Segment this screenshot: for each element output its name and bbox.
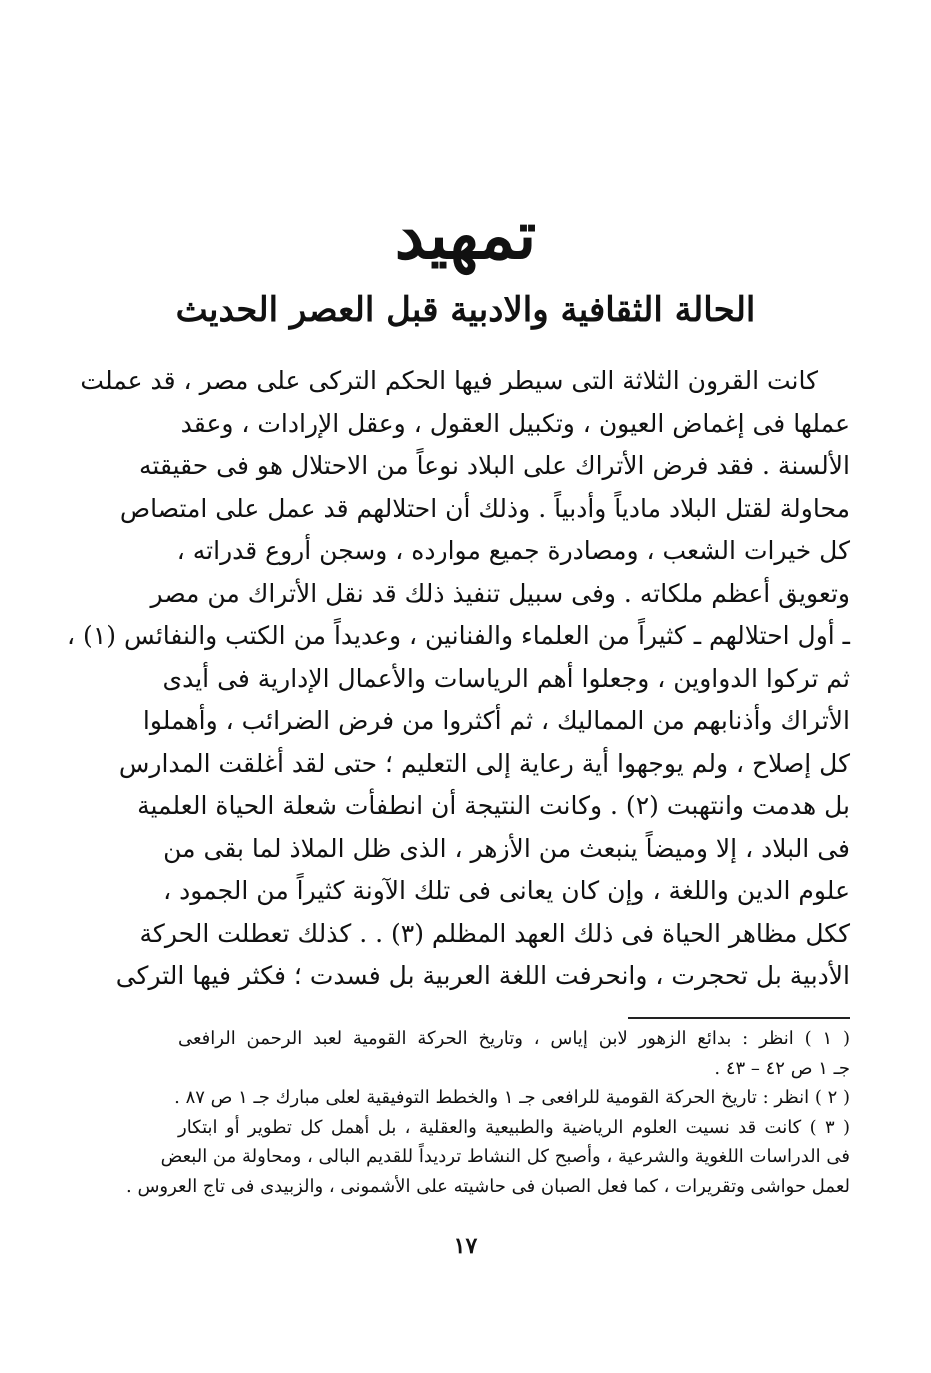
body-line: ككل مظاهر الحياة فى ذلك العهد المظلم (٣) . . كذلك تعطلت الحركة [139,918,850,948]
footnote-line: لعمل حواشى وتقريرات ، كما فعل الصبان فى حاشيته على الأشمونى ، والزبيدى فى تاج العروس . [126,1175,850,1197]
body-line: الألسنة . فقد فرض الأتراك على البلاد نوعاً من الاحتلال هو فى حقيقته [139,451,850,480]
body-line: كانت القرون الثلاثة التى سيطر فيها الحكم التركى على مصر ، قد عملت [80,366,818,395]
footnote-line: ( ٣ ) كانت قد نسيت العلوم الرياضية والطبيعية والعقلية ، بل أهمل كل تطوير أو ابتكار [178,1116,850,1138]
body-line: كل خيرات الشعب ، ومصادرة جميع موارده ، وسجن أروع قدراته ، [176,536,850,565]
body-line: محاولة لقتل البلاد مادياً وأدبياً . وذلك أن احتلالهم قد عمل على امتصاص [119,493,850,523]
footnote-line: ( ٢ ) انظر : تاريخ الحركة القومية للرافعى جـ ١ والخطط التوفيقية لعلى مبارك جـ ١ ص ٨٧ . [174,1087,850,1108]
body-line: كل إصلاح ، ولم يوجهوا أية رعاية إلى التعليم ؛ حتى لقد أغلقت المدارس [118,748,850,778]
page-number: ١٧ [453,1233,478,1259]
body-line: علوم الدين واللغة ، وإن كان يعانى فى تلك الآونة كثيراً من الجمود ، [163,876,850,905]
body-line: وتعويق أعظم ملكاته . وفى سبيل تنفيذ ذلك قد نقل الأتراك من مصر [150,578,850,608]
footnote-line: ( ١ ) انظر : بدائع الزهور لابن إياس ، وتاريخ الحركة القومية لعبد الرحمن الرافعى [178,1028,850,1049]
body-line: بل هدمت وانتهبت (٢) . وكانت النتيجة أن انطفأت شعلة الحياة العلمية [137,791,850,820]
chapter-subtitle: الحالة الثقافية والادبية قبل العصر الحديث [175,290,756,330]
footnote-line: جـ ١ ص ٤٢ – ٤٣ . [714,1057,850,1079]
footnote-separator [628,1017,850,1019]
body-line: فى البلاد ، إلا وميضاً ينبعث من الأزهر ، الذى ظل الملاذ لما بقى من [163,833,850,863]
body-paragraph [67,360,850,998]
body-line: عملها فى إغماض العيون ، وتكبيل العقول ، وعقل الإرادات ، وعقد [180,408,850,438]
footnotes [126,1024,850,1201]
chapter-title: تمهيد [394,196,537,274]
body-line: ـ أول احتلالهم ـ كثيراً من العلماء والفنانين ، وعديداً من الكتب والنفائس (١) ، [67,621,850,650]
body-line: الأتراك وأذنابهم من المماليك ، ثم أكثروا من فرض الضرائب ، وأهملوا [142,706,850,735]
body-line: ثم تركوا الدواوين ، وجعلوا أهم الرياسات والأعمال الإدارية فى أيدى [162,663,850,693]
body-line: الأدبية بل تحجرت ، وانحرفت اللغة العربية بل فسدت ؛ فكثر فيها التركى [115,961,850,990]
footnote-line: فى الدراسات اللغوية والشرعية ، وأصبح كل النشاط ترديداً للقديم البالى ، ومحاولة من البعض [160,1146,850,1167]
